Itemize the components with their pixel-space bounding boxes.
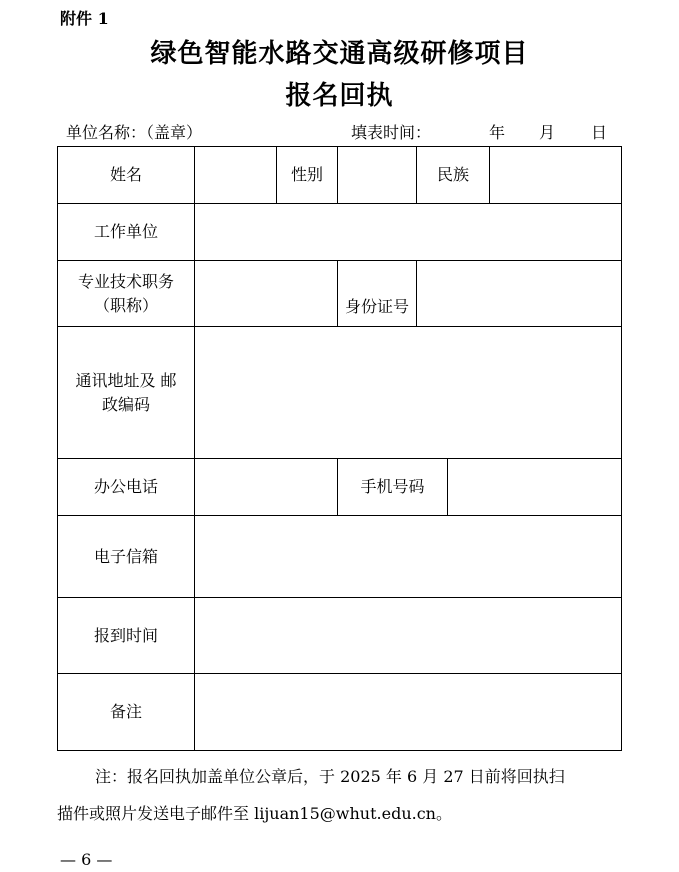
name-label: 姓名 xyxy=(58,147,195,204)
name-field[interactable] xyxy=(195,147,277,204)
address-label xyxy=(58,327,195,459)
report-time-label: 报到时间 xyxy=(58,598,195,674)
address-field[interactable] xyxy=(195,327,622,459)
office-phone-field[interactable] xyxy=(195,459,338,516)
note-line1: 注：报名回执加盖单位公章后，于 2025 年 6 月 27 日前将回执扫 xyxy=(95,767,565,786)
work-unit-field[interactable] xyxy=(195,204,622,261)
address-line2: 政编码 xyxy=(101,394,150,414)
work-unit-label: 工作单位 xyxy=(58,204,195,261)
professional-title-label xyxy=(58,261,195,327)
year-label: 年 xyxy=(489,123,506,142)
month-label: 月 xyxy=(539,123,556,142)
professional-title-line1: 专业技术职务 xyxy=(77,272,174,292)
registration-form xyxy=(57,146,622,751)
report-time-field[interactable] xyxy=(195,598,622,674)
fill-time-label: 填表时间： xyxy=(351,123,432,142)
address-line1: 通讯地址及 邮 xyxy=(75,371,177,391)
mobile-label: 手机号码 xyxy=(338,459,448,516)
note-line2: 描件或照片发送电子邮件至 lijuan15@whut.edu.cn。 xyxy=(57,804,452,823)
remarks-field[interactable] xyxy=(195,674,622,751)
ethnicity-field[interactable] xyxy=(490,147,622,204)
professional-title-field[interactable] xyxy=(195,261,338,327)
fill-time-row xyxy=(351,120,607,143)
id-number-label: 身份证号 xyxy=(338,261,417,327)
id-number-field[interactable] xyxy=(417,261,622,327)
page-number: — 6 — xyxy=(60,850,113,869)
email-field[interactable] xyxy=(195,516,622,598)
professional-title-line2: （职称） xyxy=(93,295,158,315)
page-subtitle: 报名回执 xyxy=(285,81,394,111)
page-title: 绿色智能水路交通高级研修项目 xyxy=(150,39,529,69)
attachment-label: 附件 1 xyxy=(60,9,109,28)
remarks-label: 备注 xyxy=(58,674,195,751)
ethnicity-label: 民族 xyxy=(417,147,490,204)
office-phone-label: 办公电话 xyxy=(58,459,195,516)
gender-label: 性别 xyxy=(277,147,338,204)
gender-field[interactable] xyxy=(338,147,417,204)
unit-name-label: 单位名称：（盖章） xyxy=(66,123,203,142)
day-label: 日 xyxy=(591,123,608,142)
email-label: 电子信箱 xyxy=(58,516,195,598)
mobile-field[interactable] xyxy=(448,459,622,516)
